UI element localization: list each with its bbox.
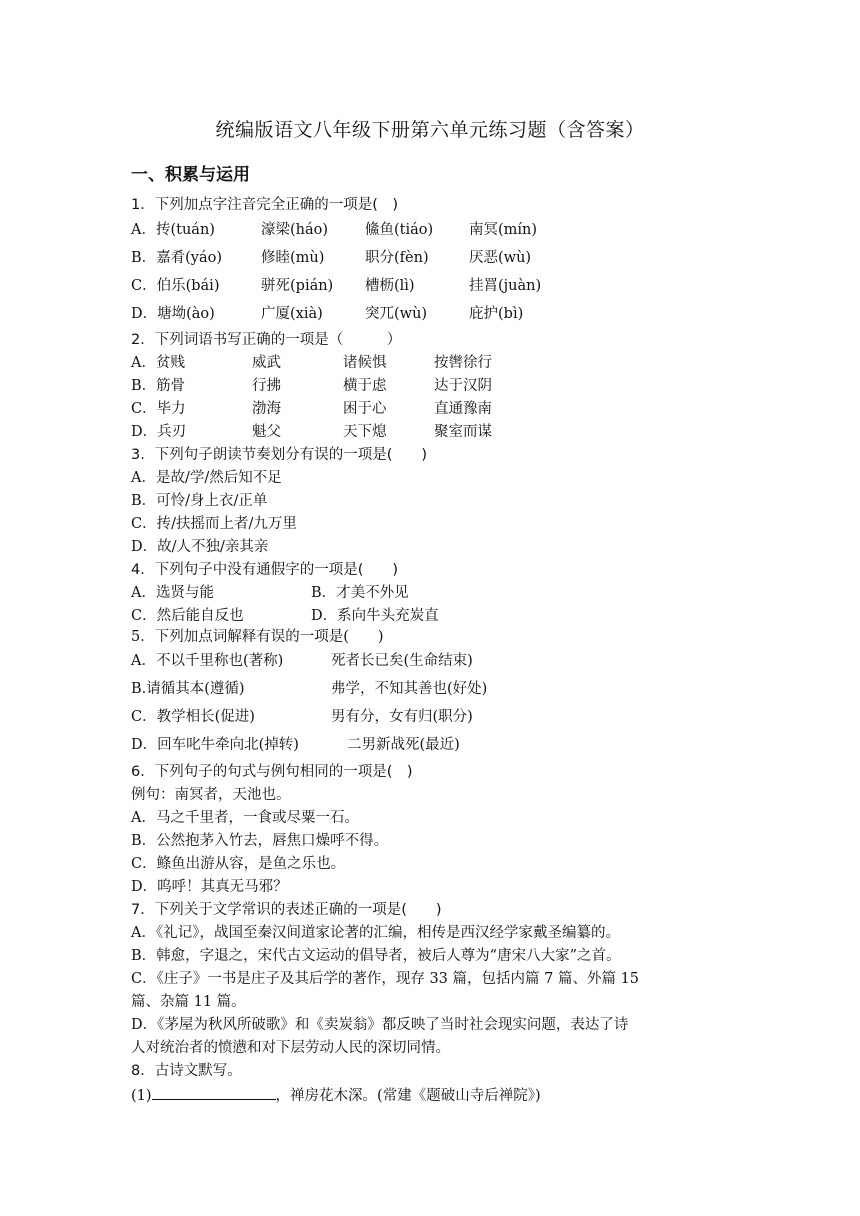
q5-d-1: D．回车叱牛牵向北(掉转) bbox=[131, 737, 299, 753]
question-4-row-cd bbox=[131, 606, 439, 626]
q1-a-4: 南冥(mín) bbox=[469, 222, 538, 238]
q8-item-1-number: (1) bbox=[131, 1088, 152, 1104]
question-5-row-a bbox=[131, 651, 473, 671]
q1-d-4: 庇护(bì) bbox=[469, 306, 524, 322]
q5-c-1: C．教学相长(促进) bbox=[131, 709, 255, 725]
q4-option-d: D．系向牛头充炭直 bbox=[311, 608, 439, 624]
question-3-option-b: B．可怜/身上衣/正单 bbox=[131, 493, 268, 509]
question-5-stem: 5．下列加点词解释有误的一项是( ) bbox=[131, 629, 384, 645]
q1-a-3: 鯈鱼(tiáo) bbox=[365, 222, 434, 238]
q2-a-3: 诸候惧 bbox=[343, 355, 387, 371]
question-1-row-c bbox=[131, 276, 541, 296]
q4-option-c: C．然后能自反也 bbox=[131, 608, 244, 624]
q2-a-1: A．贫贱 bbox=[131, 355, 185, 371]
question-5-row-c bbox=[131, 707, 473, 727]
q5-a-2: 死者长已矣(生命结束) bbox=[331, 653, 473, 669]
question-2-stem: 2．下列词语书写正确的一项是（ ） bbox=[131, 332, 402, 348]
question-1-stem: 1．下列加点字注音完全正确的一项是( ) bbox=[131, 197, 399, 213]
page-title: 统编版语文八年级下册第六单元练习题（含答案） bbox=[215, 119, 645, 141]
question-5-row-b bbox=[131, 679, 487, 699]
question-6-option-a: A．马之千里者，一食或尽粟一石。 bbox=[131, 810, 359, 826]
question-2-row-a bbox=[131, 353, 492, 373]
question-3-option-c: C．抟/扶摇而上者/九万里 bbox=[131, 516, 297, 532]
question-3-stem: 3．下列句子朗读节奏划分有误的一项是( ) bbox=[131, 447, 428, 463]
q2-b-1: B．筋骨 bbox=[131, 378, 186, 394]
question-1-row-a bbox=[131, 220, 537, 240]
q1-d-1: D．塘坳(ào) bbox=[131, 306, 215, 322]
question-6-option-b: B．公然抱茅入竹去，唇焦口燥呼不得。 bbox=[131, 833, 389, 849]
question-2-row-c bbox=[131, 399, 492, 419]
q2-b-3: 横于虑 bbox=[343, 378, 387, 394]
q2-c-2: 渤海 bbox=[252, 401, 281, 417]
q1-b-1: B．嘉肴(yáo) bbox=[131, 250, 223, 266]
q1-d-3: 突兀(wù) bbox=[365, 306, 428, 322]
question-7-line-4: 篇、杂篇 11 篇。 bbox=[131, 994, 246, 1010]
question-6-stem: 6．下列句子的句式与例句相同的一项是( ) bbox=[131, 764, 413, 780]
question-4-row-ab bbox=[131, 583, 409, 603]
q2-c-3: 困于心 bbox=[343, 401, 387, 417]
question-3-option-d: D．故/人不独/亲其亲 bbox=[131, 539, 269, 555]
q1-b-2: 修睦(mù) bbox=[261, 250, 325, 266]
question-8-item-1 bbox=[131, 1084, 541, 1106]
q1-c-3: 槽枥(lì) bbox=[365, 278, 415, 294]
q5-a-1: A．不以千里称也(著称) bbox=[131, 653, 284, 669]
q2-d-2: 魁父 bbox=[252, 424, 281, 440]
q5-b-1: B.请循其本(遵循) bbox=[131, 681, 245, 697]
q1-c-2: 骈死(pián) bbox=[261, 278, 334, 294]
question-7-line-3: C．《庄子》一书是庄子及其后学的著作，现存 33 篇，包括内篇 7 篇、外篇 15 bbox=[131, 971, 640, 987]
question-7-line-5: D．《茅屋为秋风所破歌》和《卖炭翁》都反映了当时社会现实问题，表达了诗 bbox=[131, 1017, 629, 1033]
q1-c-1: C．伯乐(bái) bbox=[131, 278, 220, 294]
q2-d-1: D．兵刃 bbox=[131, 424, 187, 440]
question-7-stem: 7．下列关于文学常识的表述正确的一项是( ) bbox=[131, 902, 442, 918]
question-1-row-d bbox=[131, 304, 523, 324]
q4-option-a: A．选贤与能 bbox=[131, 585, 214, 601]
question-3-option-a: A．是故/学/然后知不足 bbox=[131, 470, 282, 486]
question-4-stem: 4．下列句子中没有通假字的一项是( ) bbox=[131, 562, 399, 578]
question-2-row-d bbox=[131, 422, 492, 442]
question-1-row-b bbox=[131, 248, 531, 268]
q1-c-4: 挂罥(juàn) bbox=[469, 278, 542, 294]
q2-d-3: 天下熄 bbox=[343, 424, 387, 440]
question-8-stem: 8．古诗文默写。 bbox=[131, 1063, 242, 1079]
question-6-option-d: D．呜呼！其真无马邪？ bbox=[131, 879, 288, 895]
question-2-row-b bbox=[131, 376, 492, 396]
q4-option-b: B．才美不外见 bbox=[311, 585, 409, 601]
q2-d-4: 聚室而谋 bbox=[434, 424, 492, 440]
q2-b-2: 行拂 bbox=[252, 378, 281, 394]
question-7-line-1: A．《礼记》，战国至秦汉间道家论著的汇编，相传是西汉经学家戴圣编纂的。 bbox=[131, 925, 620, 941]
question-6-example: 例句：南冥者，天池也。 bbox=[131, 787, 291, 803]
question-7-line-2: B．韩愈，字退之，宋代古文运动的倡导者，被后人尊为“唐宋八大家”之首。 bbox=[131, 948, 621, 964]
question-5-row-d bbox=[131, 735, 460, 755]
q2-c-4: 直通豫南 bbox=[434, 401, 492, 417]
question-6-option-c: C．鲦鱼出游从容，是鱼之乐也。 bbox=[131, 856, 346, 872]
q1-d-2: 广厦(xià) bbox=[261, 306, 323, 322]
q2-c-1: C．毕力 bbox=[131, 401, 186, 417]
q1-a-2: 濠梁(háo) bbox=[261, 222, 329, 238]
q8-answer-blank[interactable] bbox=[152, 1084, 276, 1100]
q5-b-2: 弗学，不知其善也(好处) bbox=[331, 681, 488, 697]
q5-c-2: 男有分，女有归(职分) bbox=[331, 709, 473, 725]
q2-b-4: 达于汉阴 bbox=[434, 378, 492, 394]
q2-a-2: 威武 bbox=[252, 355, 281, 371]
q1-a-1: A．抟(tuán) bbox=[131, 222, 215, 238]
q1-b-3: 职分(fèn) bbox=[365, 250, 429, 266]
q2-a-4: 按辔徐行 bbox=[434, 355, 492, 371]
section-heading: 一、积累与运用 bbox=[131, 165, 250, 185]
question-7-line-6: 人对统治者的愤懑和对下层劳动人民的深切同情。 bbox=[131, 1040, 450, 1056]
q8-item-1-text: ，禅房花木深。(常建《题破山寺后禅院》) bbox=[275, 1088, 541, 1104]
q1-b-4: 厌恶(wù) bbox=[469, 250, 532, 266]
q5-d-2: 二男新战死(最近) bbox=[347, 737, 460, 753]
